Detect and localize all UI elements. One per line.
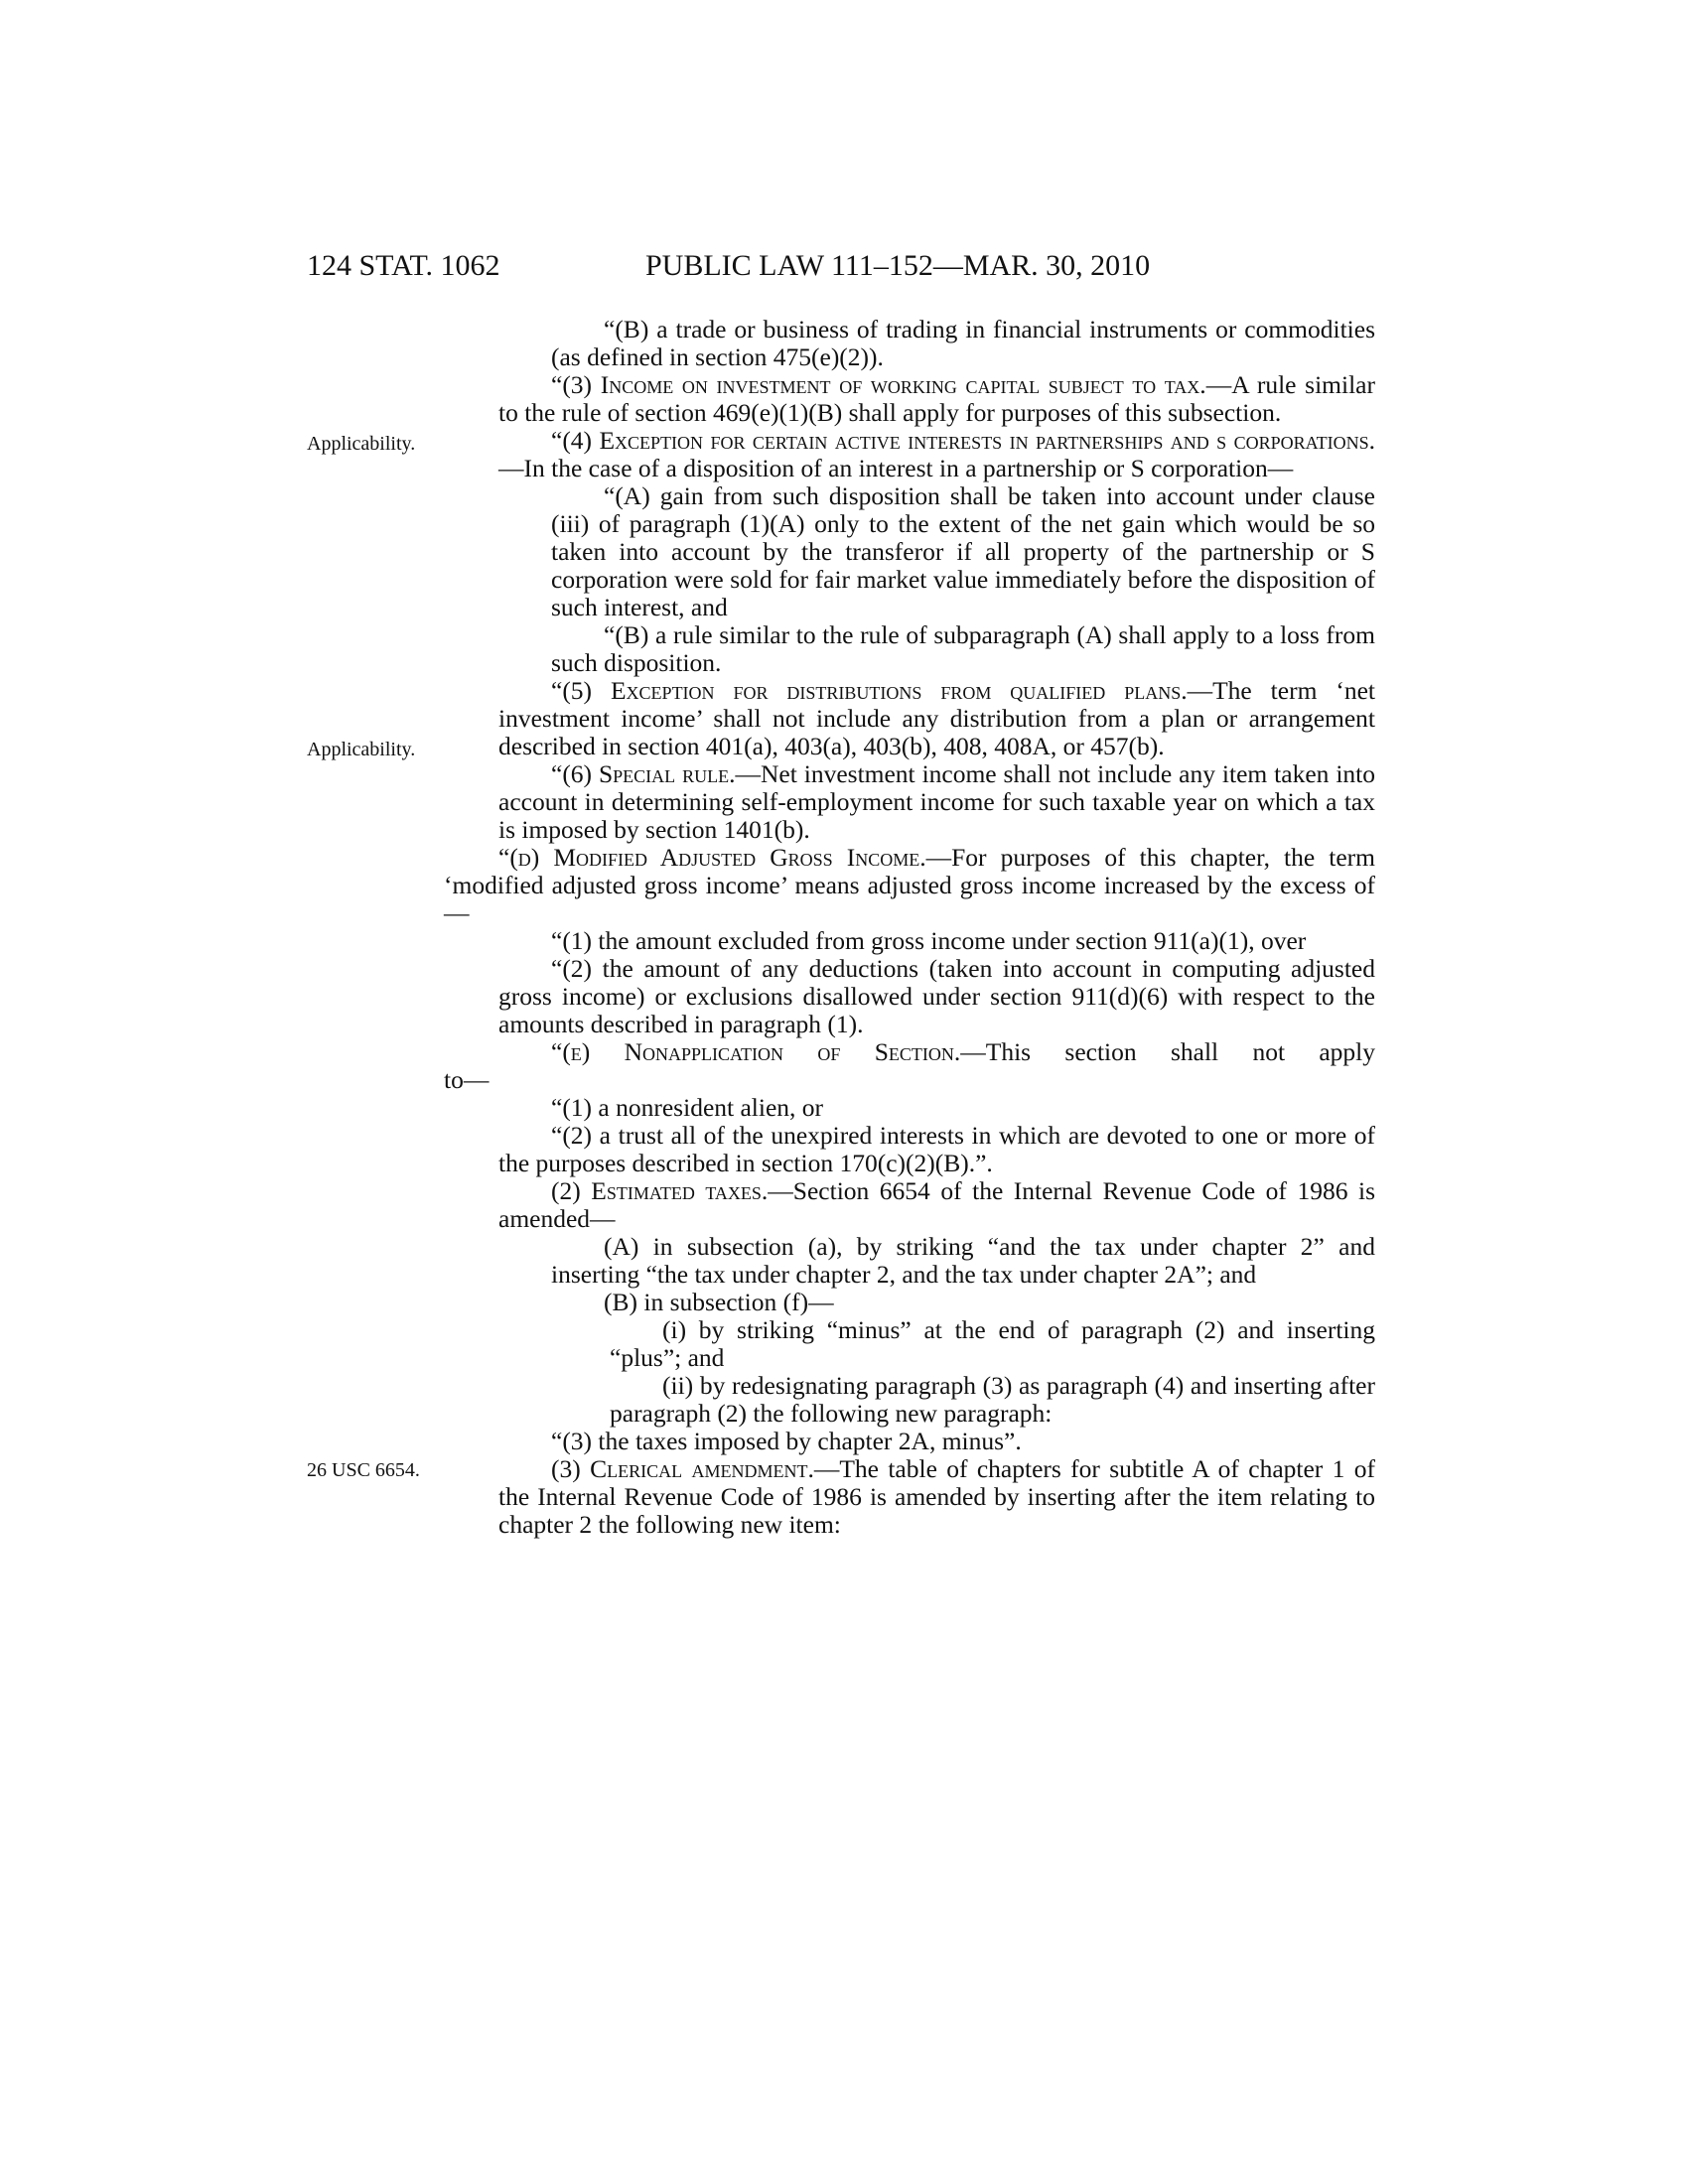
statute-reference: 124 STAT. 1062 — [307, 249, 500, 282]
statute-body — [444, 315, 1376, 1539]
paragraph: “(A) gain from such disposition shall be taken into account under clause (iii) of paragraph (1)(A) only to the extent of the net gain which would be so taken into account by the transferor if all property of the partnership or S corporation were sold for fair market value immediately before the disposition of such interest, and — [551, 481, 1375, 621]
paragraph: (ii) by redesignating paragraph (3) as paragraph (4) and inserting after paragraph (2) the following new paragraph: — [610, 1371, 1375, 1428]
paragraph: (i) by striking “minus” at the end of paragraph (2) and inserting “plus”; and — [610, 1315, 1375, 1372]
paragraph-text: —In the case of a disposition of an interest in a partnership or S corporation— — [498, 454, 1294, 482]
margin-note-usc-citation: 26 USC 6654. — [307, 1459, 420, 1481]
margin-note-applicability: Applicability. — [307, 739, 416, 760]
margin-note-applicability: Applicability. — [307, 433, 416, 455]
paragraph-text: —This section shall not apply — [960, 1037, 1375, 1066]
paragraph-text: —For purposes of this chapter, the term ‘modified adjusted gross income’ means adjusted gross income increased by the excess of— — [444, 843, 1376, 927]
paragraph-heading: “(3) Income on investment of working capital subject to tax. — [551, 370, 1206, 399]
paragraph-heading: (3) Clerical amendment. — [551, 1454, 814, 1483]
paragraph-text: —Section 6654 of the Internal Revenue Code of 1986 is amended— — [498, 1176, 1375, 1233]
paragraph: “(2) a trust all of the unexpired interests in which are devoted to one or more of the purposes described in section 170(c)(2)(B).”. — [498, 1121, 1375, 1177]
paragraph: “(2) the amount of any deductions (taken into account in computing adjusted gross income) or exclusions disallowed under section 911(d)(6) with respect to the amounts described in paragraph (1). — [498, 954, 1375, 1038]
paragraph — [498, 760, 1375, 844]
paragraph-heading: (2) Estimated taxes. — [551, 1176, 769, 1205]
paragraph: “(3) the taxes imposed by chapter 2A, minus”. — [551, 1427, 1022, 1455]
paragraph-text: —The table of chapters for subtitle A of chapter 1 of the Internal Revenue Code of 1986 is amended by inserting after the item relating to chapter 2 the following new item: — [498, 1454, 1375, 1539]
paragraph — [498, 677, 1375, 760]
paragraph: “(1) a nonresident alien, or — [551, 1093, 824, 1122]
paragraph-heading: “(5) Exception for distributions from qualified plans. — [551, 676, 1188, 705]
paragraph-heading: “(d) Modified Adjusted Gross Income. — [498, 843, 926, 872]
paragraph — [498, 427, 1375, 482]
page-header — [307, 246, 1220, 286]
paragraph: “(1) the amount excluded from gross income under section 911(a)(1), over — [551, 926, 1307, 955]
paragraph — [498, 371, 1375, 427]
paragraph — [444, 844, 1375, 927]
paragraph-heading: “(4) Exception for certain active interests in partnerships and s corporations. — [551, 426, 1375, 455]
paragraph-text: —The term ‘net investment income’ shall not include any distribution from a plan or arrangement described in section 401(a), 403(a), 403(b), 408, 408A, or 457(b). — [498, 676, 1375, 760]
paragraph-text: —A rule similar to the rule of section 469(e)(1)(B) shall apply for purposes of this subsection. — [498, 370, 1375, 427]
paragraph: “(B) a rule similar to the rule of subparagraph (A) shall apply to a loss from such disposition. — [551, 620, 1375, 677]
paragraph-continuation: to— — [444, 1065, 490, 1094]
paragraph: (A) in subsection (a), by striking “and the tax under chapter 2” and inserting “the tax under chapter 2, and the tax under chapter 2A”; and — [551, 1232, 1375, 1289]
paragraph: “(B) a trade or business of trading in financial instruments or commodities (as defined in section 475(e)(2)). — [551, 315, 1375, 371]
paragraph — [498, 1455, 1375, 1539]
paragraph: (B) in subsection (f)— — [604, 1288, 834, 1316]
paragraph-text: —Net investment income shall not include any item taken into account in determining self-employment income for such taxable year on which a tax is imposed by section 1401(b). — [498, 759, 1376, 844]
paragraph — [498, 1177, 1375, 1233]
paragraph — [498, 1038, 1375, 1066]
paragraph-heading: “(e) Nonapplication of Section. — [551, 1037, 961, 1066]
paragraph-heading: “(6) Special rule. — [551, 759, 736, 788]
public-law-reference: PUBLIC LAW 111–152—MAR. 30, 2010 — [645, 249, 1151, 282]
